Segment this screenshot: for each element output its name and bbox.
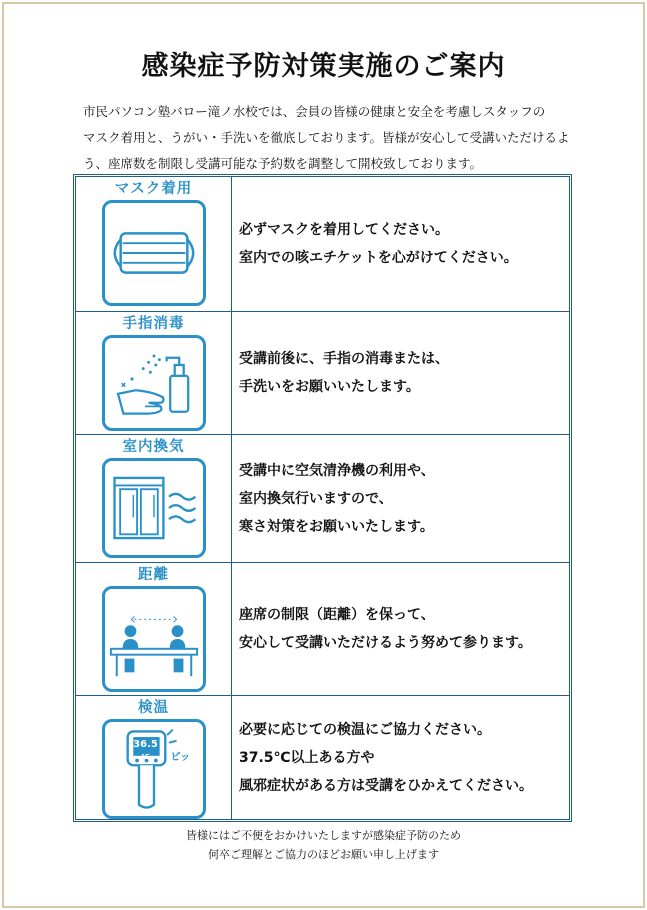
measure-line: 手洗いをお願いいたします。	[239, 379, 420, 395]
measure-line: 安心して受講いただけるよう努めて参ります。	[239, 635, 532, 651]
ventilation-window-icon	[102, 458, 206, 558]
measure-line: 必ずマスクを着用してください。	[239, 222, 449, 238]
mask-icon	[102, 200, 206, 306]
measure-text	[232, 177, 569, 311]
footer-line: 皆様にはご不便をおかけいたしますが感染症予防のため	[186, 829, 461, 842]
hand-sanitizer-icon	[102, 335, 206, 431]
footer-note	[0, 826, 647, 864]
icon-cell	[76, 563, 232, 695]
measures-table	[73, 174, 572, 822]
measure-text	[232, 696, 569, 819]
measure-label: 室内換気	[122, 439, 185, 455]
measure-line: 室内での咳エチケットを心がけてください。	[239, 250, 518, 266]
table-row-ventilation	[76, 435, 569, 563]
icon-cell	[76, 312, 232, 434]
measure-text	[232, 563, 569, 695]
page-title: 感染症予防対策実施のご案内	[141, 51, 506, 82]
measure-text	[232, 312, 569, 434]
measure-line: 受講中に空気清浄機の利用や、	[239, 462, 435, 479]
measure-text	[232, 435, 569, 562]
intro-line: マスク着用と、うがい・手洗いを徹底しております。皆様が安心して受講いただけるよ	[83, 130, 570, 145]
intro-paragraph	[83, 99, 573, 177]
intro-line: 市民パソコン塾バロー滝ノ水校では、会員の皆様の健康と安全を考慮しスタッフの	[83, 104, 546, 119]
table-row-distance	[76, 563, 569, 696]
measure-line: 37.5℃以上ある方や	[239, 749, 375, 766]
thermometer-icon	[102, 719, 206, 819]
footer-line: 何卒ご理解とご協力のほどお願い申し上げます	[208, 848, 439, 861]
measure-line: 受講前後に、手指の消毒または、	[239, 351, 449, 367]
icon-cell	[76, 435, 232, 562]
measure-line: 寒さ対策をお願いいたします。	[239, 518, 434, 535]
table-row-hand-sanitizing	[76, 312, 569, 435]
icon-cell	[76, 696, 232, 819]
measure-label: 検温	[138, 700, 169, 716]
measure-label: 手指消毒	[122, 316, 185, 332]
intro-line: う、座席数を制限し受講可能な予約数を調整して開校致しております。	[83, 156, 483, 171]
thermometer-beep-text: ピッ	[170, 752, 191, 763]
measure-line: 風邪症状がある方は受講をひかえてください。	[239, 777, 533, 794]
measure-label: 距離	[138, 567, 169, 583]
measure-line: 必要に応じての検温にご協力ください。	[239, 721, 491, 738]
table-row-mask	[76, 177, 569, 312]
table-row-temperature	[76, 696, 569, 819]
measure-line: 室内換気行いますので、	[239, 490, 393, 507]
icon-cell	[76, 177, 232, 311]
measure-label: マスク着用	[114, 181, 193, 197]
measure-line: 座席の制限（距離）を保って、	[239, 607, 435, 623]
thermometer-reading: 36.5 ℃	[133, 739, 158, 761]
social-distance-icon	[102, 586, 206, 692]
